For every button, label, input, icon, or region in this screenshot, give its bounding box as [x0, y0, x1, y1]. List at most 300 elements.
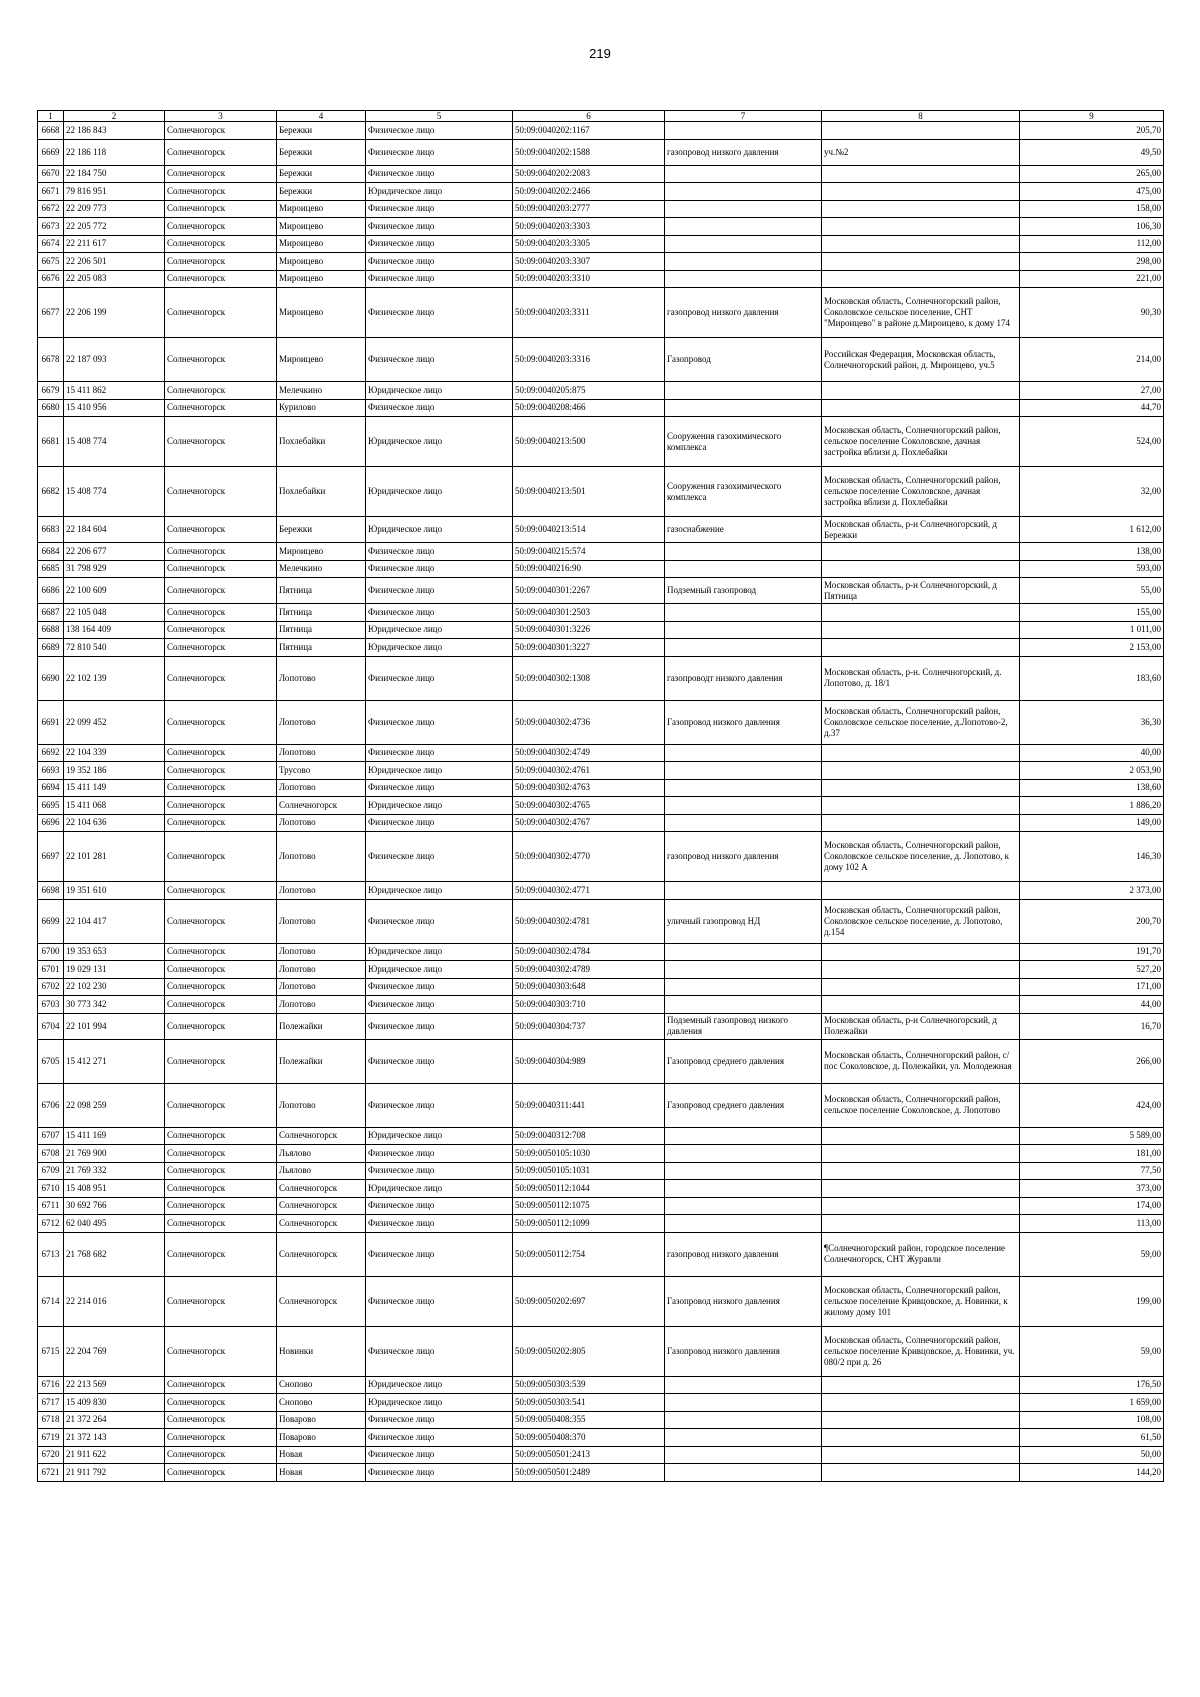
municipality: Солнечногорск	[165, 165, 277, 183]
object-name	[665, 543, 822, 561]
municipality: Солнечногорск	[165, 1013, 277, 1039]
row-number: 6680	[38, 399, 64, 417]
cadastral-number: 50:09:0040301:2267	[513, 578, 665, 604]
locality: Лопотово	[277, 882, 366, 900]
municipality: Солнечногорск	[165, 1039, 277, 1083]
cadastral-number: 50:09:0040213:514	[513, 517, 665, 543]
table-row	[38, 961, 1164, 979]
locality: Трусово	[277, 762, 366, 780]
registry-code: 22 187 093	[64, 338, 165, 382]
table-row	[38, 882, 1164, 900]
value: 112,00	[1020, 235, 1164, 253]
object-name: Газопровод низкого давления	[665, 1326, 822, 1376]
address: Московская область, р-н. Солнечногорский, д. Лопотово, д. 18/1	[822, 656, 1020, 700]
table-row	[38, 200, 1164, 218]
cadastral-number: 50:09:0040202:1588	[513, 139, 665, 165]
locality: Поварово	[277, 1429, 366, 1447]
municipality: Солнечногорск	[165, 996, 277, 1014]
municipality: Солнечногорск	[165, 1276, 277, 1326]
cadastral-number: 50:09:0040302:4784	[513, 943, 665, 961]
cadastral-number: 50:09:0050501:2413	[513, 1446, 665, 1464]
owner-type: Физическое лицо	[366, 978, 513, 996]
value: 174,00	[1020, 1197, 1164, 1215]
owner-type: Юридическое лицо	[366, 1376, 513, 1394]
object-name	[665, 639, 822, 657]
owner-type: Физическое лицо	[366, 139, 513, 165]
value: 221,00	[1020, 270, 1164, 288]
cadastral-number: 50:09:0040203:2777	[513, 200, 665, 218]
table-row	[38, 744, 1164, 762]
owner-type: Юридическое лицо	[366, 639, 513, 657]
value: 158,00	[1020, 200, 1164, 218]
cadastral-number: 50:09:0040203:3316	[513, 338, 665, 382]
municipality: Солнечногорск	[165, 235, 277, 253]
owner-type: Юридическое лицо	[366, 882, 513, 900]
table-row	[38, 122, 1164, 140]
municipality: Солнечногорск	[165, 1446, 277, 1464]
owner-type: Физическое лицо	[366, 338, 513, 382]
value: 77,50	[1020, 1162, 1164, 1180]
municipality: Солнечногорск	[165, 1145, 277, 1163]
row-number: 6710	[38, 1180, 64, 1198]
locality: Солнечногорск	[277, 1232, 366, 1276]
registry-code: 19 029 131	[64, 961, 165, 979]
cadastral-number: 50:09:0050408:355	[513, 1411, 665, 1429]
registry-code: 30 773 342	[64, 996, 165, 1014]
row-number: 6720	[38, 1446, 64, 1464]
registry-code: 22 100 609	[64, 578, 165, 604]
column-header-1: 1	[38, 111, 64, 122]
locality: Мелечкино	[277, 560, 366, 578]
owner-type: Физическое лицо	[366, 1429, 513, 1447]
row-number: 6685	[38, 560, 64, 578]
address	[822, 797, 1020, 815]
object-name: Подземный газопровод низкого давления	[665, 1013, 822, 1039]
registry-code: 22 101 281	[64, 832, 165, 882]
address: Российская Федерация, Московская область, Солнечногорский район, д. Мироицево, уч.5	[822, 338, 1020, 382]
cadastral-number: 50:09:0040216:90	[513, 560, 665, 578]
cadastral-number: 50:09:0040302:4761	[513, 762, 665, 780]
municipality: Солнечногорск	[165, 1197, 277, 1215]
row-number: 6696	[38, 814, 64, 832]
address	[822, 762, 1020, 780]
owner-type: Физическое лицо	[366, 399, 513, 417]
registry-code: 22 098 259	[64, 1083, 165, 1127]
value: 16,70	[1020, 1013, 1164, 1039]
column-header-4: 4	[277, 111, 366, 122]
address: ¶Солнечногорский район, городское поселение Солнечногорск, СНТ Журавли	[822, 1232, 1020, 1276]
row-number: 6717	[38, 1394, 64, 1412]
owner-type: Физическое лицо	[366, 1083, 513, 1127]
column-header-2: 2	[64, 111, 165, 122]
address: Московская область, р-н Солнечногорский, д Бережки	[822, 517, 1020, 543]
owner-type: Физическое лицо	[366, 1464, 513, 1482]
municipality: Солнечногорск	[165, 604, 277, 622]
row-number: 6687	[38, 604, 64, 622]
value: 524,00	[1020, 417, 1164, 467]
municipality: Солнечногорск	[165, 814, 277, 832]
locality: Солнечногорск	[277, 1180, 366, 1198]
registry-code: 21 769 900	[64, 1145, 165, 1163]
address: Московская область, Солнечногорский район, Соколовское сельское поселение, д. Лопотово, д.154	[822, 899, 1020, 943]
table-row	[38, 797, 1164, 815]
municipality: Солнечногорск	[165, 560, 277, 578]
municipality: Солнечногорск	[165, 899, 277, 943]
object-name	[665, 1215, 822, 1233]
table-row	[38, 1039, 1164, 1083]
row-number: 6713	[38, 1232, 64, 1276]
owner-type: Физическое лицо	[366, 1326, 513, 1376]
municipality: Солнечногорск	[165, 656, 277, 700]
table-row	[38, 338, 1164, 382]
municipality: Солнечногорск	[165, 1376, 277, 1394]
table-row	[38, 218, 1164, 236]
row-number: 6691	[38, 700, 64, 744]
municipality: Солнечногорск	[165, 621, 277, 639]
table-row	[38, 288, 1164, 338]
address: Московская область, Солнечногорский район, сельское поселение Соколовское, дачная застройка вблизи д. Похлебайки	[822, 467, 1020, 517]
column-header-5: 5	[366, 111, 513, 122]
row-number: 6698	[38, 882, 64, 900]
municipality: Солнечногорск	[165, 200, 277, 218]
registry-code: 22 101 994	[64, 1013, 165, 1039]
locality: Лопотово	[277, 978, 366, 996]
object-name	[665, 382, 822, 400]
object-name	[665, 1429, 822, 1447]
municipality: Солнечногорск	[165, 253, 277, 271]
owner-type: Физическое лицо	[366, 218, 513, 236]
locality: Пятница	[277, 639, 366, 657]
value: 2 053,90	[1020, 762, 1164, 780]
address: Московская область, Солнечногорский район, сельское поселение Кривцовское, д. Новинки, к жилому дому 101	[822, 1276, 1020, 1326]
registry-code: 22 099 452	[64, 700, 165, 744]
object-name: уличный газопровод НД	[665, 899, 822, 943]
municipality: Солнечногорск	[165, 218, 277, 236]
table-row	[38, 1180, 1164, 1198]
row-number: 6684	[38, 543, 64, 561]
registry-code: 19 352 186	[64, 762, 165, 780]
object-name	[665, 1411, 822, 1429]
value: 2 373,00	[1020, 882, 1164, 900]
row-number: 6716	[38, 1376, 64, 1394]
table-row	[38, 417, 1164, 467]
row-number: 6673	[38, 218, 64, 236]
address	[822, 978, 1020, 996]
municipality: Солнечногорск	[165, 639, 277, 657]
locality: Лопотово	[277, 943, 366, 961]
cadastral-number: 50:09:0040303:648	[513, 978, 665, 996]
owner-type: Физическое лицо	[366, 604, 513, 622]
cadastral-number: 50:09:0040215:574	[513, 543, 665, 561]
value: 44,00	[1020, 996, 1164, 1014]
registry-code: 15 411 862	[64, 382, 165, 400]
address: Московская область, р-н Солнечногорский, д Полежайки	[822, 1013, 1020, 1039]
owner-type: Физическое лицо	[366, 270, 513, 288]
registry-code: 22 205 083	[64, 270, 165, 288]
object-name	[665, 882, 822, 900]
owner-type: Физическое лицо	[366, 235, 513, 253]
registry-code: 21 768 682	[64, 1232, 165, 1276]
row-number: 6695	[38, 797, 64, 815]
cadastral-number: 50:09:0040302:4749	[513, 744, 665, 762]
row-number: 6677	[38, 288, 64, 338]
cadastral-number: 50:09:0040302:4736	[513, 700, 665, 744]
address	[822, 961, 1020, 979]
owner-type: Физическое лицо	[366, 832, 513, 882]
table-row	[38, 235, 1164, 253]
object-name	[665, 797, 822, 815]
row-number: 6708	[38, 1145, 64, 1163]
object-name: газопровод низкого давления	[665, 1232, 822, 1276]
registry-code: 22 206 677	[64, 543, 165, 561]
value: 155,00	[1020, 604, 1164, 622]
object-name: Газопровод	[665, 338, 822, 382]
value: 144,20	[1020, 1464, 1164, 1482]
locality: Лопотово	[277, 961, 366, 979]
owner-type: Физическое лицо	[366, 200, 513, 218]
table-row	[38, 253, 1164, 271]
cadastral-number: 50:09:0040302:4771	[513, 882, 665, 900]
object-name	[665, 560, 822, 578]
owner-type: Физическое лицо	[366, 1197, 513, 1215]
locality: Лопотово	[277, 1083, 366, 1127]
table-row	[38, 517, 1164, 543]
owner-type: Физическое лицо	[366, 1446, 513, 1464]
value: 108,00	[1020, 1411, 1164, 1429]
locality: Новая	[277, 1446, 366, 1464]
address	[822, 183, 1020, 201]
object-name	[665, 762, 822, 780]
locality: Полежайки	[277, 1039, 366, 1083]
address	[822, 943, 1020, 961]
row-number: 6714	[38, 1276, 64, 1326]
municipality: Солнечногорск	[165, 338, 277, 382]
registry-code: 15 409 830	[64, 1394, 165, 1412]
table-row	[38, 1394, 1164, 1412]
row-number: 6668	[38, 122, 64, 140]
object-name	[665, 779, 822, 797]
owner-type: Юридическое лицо	[366, 183, 513, 201]
table-row	[38, 270, 1164, 288]
owner-type: Физическое лицо	[366, 1162, 513, 1180]
registry-code: 22 104 636	[64, 814, 165, 832]
value: 214,00	[1020, 338, 1164, 382]
address: уч.№2	[822, 139, 1020, 165]
owner-type: Юридическое лицо	[366, 517, 513, 543]
owner-type: Физическое лицо	[366, 656, 513, 700]
address	[822, 1180, 1020, 1198]
page-number: 219	[589, 46, 611, 61]
registry-code: 21 769 332	[64, 1162, 165, 1180]
column-header-3: 3	[165, 111, 277, 122]
object-name	[665, 1180, 822, 1198]
value: 1 886,20	[1020, 797, 1164, 815]
address	[822, 1215, 1020, 1233]
registry-code: 15 412 271	[64, 1039, 165, 1083]
row-number: 6669	[38, 139, 64, 165]
object-name	[665, 961, 822, 979]
cadastral-number: 50:09:0040301:2503	[513, 604, 665, 622]
table-row	[38, 1215, 1164, 1233]
object-name: Подземный газопровод	[665, 578, 822, 604]
value: 1 011,00	[1020, 621, 1164, 639]
value: 138,00	[1020, 543, 1164, 561]
cadastral-number: 50:09:0040303:710	[513, 996, 665, 1014]
table-row	[38, 467, 1164, 517]
address	[822, 1411, 1020, 1429]
locality: Лопотово	[277, 832, 366, 882]
cadastral-number: 50:09:0050303:539	[513, 1376, 665, 1394]
municipality: Солнечногорск	[165, 762, 277, 780]
address	[822, 1429, 1020, 1447]
cadastral-number: 50:09:0040203:3311	[513, 288, 665, 338]
object-name	[665, 943, 822, 961]
address	[822, 543, 1020, 561]
registry-code: 15 408 774	[64, 467, 165, 517]
municipality: Солнечногорск	[165, 797, 277, 815]
row-number: 6704	[38, 1013, 64, 1039]
row-number: 6712	[38, 1215, 64, 1233]
locality: Мироицево	[277, 543, 366, 561]
object-name	[665, 1394, 822, 1412]
municipality: Солнечногорск	[165, 399, 277, 417]
object-name	[665, 978, 822, 996]
address: Московская область, Солнечногорский район, Соколовское сельское поселение, д.Лопотово-2, д.37	[822, 700, 1020, 744]
row-number: 6682	[38, 467, 64, 517]
value: 61,50	[1020, 1429, 1164, 1447]
municipality: Солнечногорск	[165, 744, 277, 762]
table-row	[38, 700, 1164, 744]
owner-type: Физическое лицо	[366, 1232, 513, 1276]
locality: Мироицево	[277, 235, 366, 253]
owner-type: Юридическое лицо	[366, 382, 513, 400]
cadastral-number: 50:09:0040202:1167	[513, 122, 665, 140]
address: Московская область, Солнечногорский район, Соколовское сельское поселение, СНТ "Мироицево" в районе д.Мироицево, к дому 174	[822, 288, 1020, 338]
value: 50,00	[1020, 1446, 1164, 1464]
value: 106,30	[1020, 218, 1164, 236]
owner-type: Физическое лицо	[366, 543, 513, 561]
value: 475,00	[1020, 183, 1164, 201]
row-number: 6686	[38, 578, 64, 604]
address	[822, 814, 1020, 832]
table-row	[38, 1276, 1164, 1326]
owner-type: Физическое лицо	[366, 1039, 513, 1083]
owner-type: Юридическое лицо	[366, 467, 513, 517]
table-row	[38, 399, 1164, 417]
municipality: Солнечногорск	[165, 517, 277, 543]
locality: Мироицево	[277, 253, 366, 271]
row-number: 6719	[38, 1429, 64, 1447]
cadastral-number: 50:09:0040302:4789	[513, 961, 665, 979]
table-row	[38, 382, 1164, 400]
address	[822, 382, 1020, 400]
column-header-9: 9	[1020, 111, 1164, 122]
owner-type: Физическое лицо	[366, 996, 513, 1014]
object-name	[665, 218, 822, 236]
address: Московская область, р-н Солнечногорский, д Пятница	[822, 578, 1020, 604]
owner-type: Физическое лицо	[366, 1215, 513, 1233]
table-row	[38, 832, 1164, 882]
municipality: Солнечногорск	[165, 467, 277, 517]
owner-type: Юридическое лицо	[366, 797, 513, 815]
value: 44,70	[1020, 399, 1164, 417]
cadastral-number: 50:09:0040301:3226	[513, 621, 665, 639]
address	[822, 744, 1020, 762]
object-name: газопровод низкого давления	[665, 288, 822, 338]
cadastral-number: 50:09:0050202:805	[513, 1326, 665, 1376]
owner-type: Физическое лицо	[366, 1145, 513, 1163]
table-body	[38, 122, 1164, 1482]
object-name	[665, 604, 822, 622]
object-name	[665, 1446, 822, 1464]
registry-code: 72 810 540	[64, 639, 165, 657]
table-row	[38, 165, 1164, 183]
row-number: 6694	[38, 779, 64, 797]
value: 1 612,00	[1020, 517, 1164, 543]
object-name	[665, 814, 822, 832]
value: 266,00	[1020, 1039, 1164, 1083]
cadastral-number: 50:09:0050112:754	[513, 1232, 665, 1276]
column-header-7: 7	[665, 111, 822, 122]
value: 59,00	[1020, 1326, 1164, 1376]
locality: Поварово	[277, 1411, 366, 1429]
locality: Лопотово	[277, 899, 366, 943]
cadastral-number: 50:09:0050105:1030	[513, 1145, 665, 1163]
table-row	[38, 1232, 1164, 1276]
table-row	[38, 1197, 1164, 1215]
table-row	[38, 899, 1164, 943]
table-row	[38, 1326, 1164, 1376]
address	[822, 639, 1020, 657]
registry-code: 15 408 774	[64, 417, 165, 467]
municipality: Солнечногорск	[165, 1180, 277, 1198]
object-name	[665, 235, 822, 253]
municipality: Солнечногорск	[165, 543, 277, 561]
registry-code: 22 184 750	[64, 165, 165, 183]
locality: Мелечкино	[277, 382, 366, 400]
cadastral-number: 50:09:0040202:2466	[513, 183, 665, 201]
row-number: 6701	[38, 961, 64, 979]
cadastral-number: 50:09:0050303:541	[513, 1394, 665, 1412]
locality: Бережки	[277, 165, 366, 183]
table-row	[38, 656, 1164, 700]
cadastral-number: 50:09:0040302:4767	[513, 814, 665, 832]
row-number: 6705	[38, 1039, 64, 1083]
value: 298,00	[1020, 253, 1164, 271]
registry-code: 22 206 199	[64, 288, 165, 338]
locality: Лопотово	[277, 996, 366, 1014]
row-number: 6711	[38, 1197, 64, 1215]
locality: Солнечногорск	[277, 1127, 366, 1145]
value: 146,30	[1020, 832, 1164, 882]
object-name	[665, 1162, 822, 1180]
address: Московская область, Солнечногорский район, с/пос Соколовское, д. Полежайки, ул. Молодежная	[822, 1039, 1020, 1083]
registry-code: 22 204 769	[64, 1326, 165, 1376]
table-row	[38, 1013, 1164, 1039]
registry-code: 15 408 951	[64, 1180, 165, 1198]
object-name: Сооружения газохимического комплекса	[665, 467, 822, 517]
address	[822, 560, 1020, 578]
address	[822, 1197, 1020, 1215]
value: 205,70	[1020, 122, 1164, 140]
address	[822, 1162, 1020, 1180]
table-row	[38, 1376, 1164, 1394]
owner-type: Физическое лицо	[366, 560, 513, 578]
owner-type: Юридическое лицо	[366, 1180, 513, 1198]
cadastral-number: 50:09:0040213:501	[513, 467, 665, 517]
registry-code: 15 411 149	[64, 779, 165, 797]
value: 424,00	[1020, 1083, 1164, 1127]
